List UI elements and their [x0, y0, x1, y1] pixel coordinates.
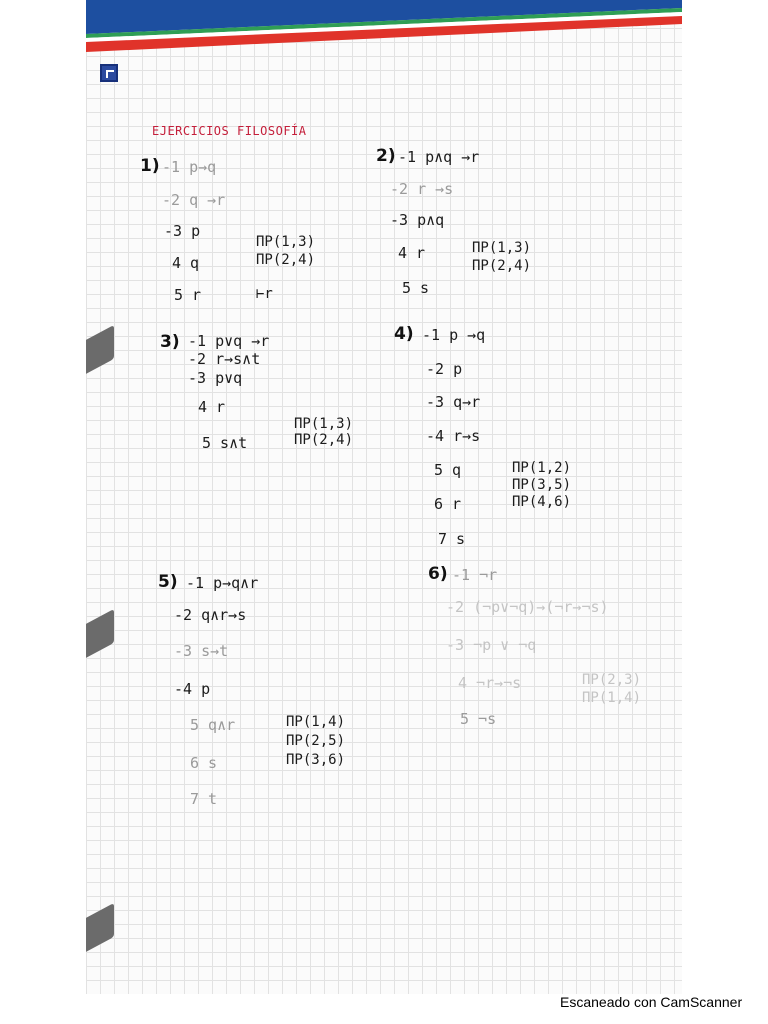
- inference-rule: ΠP(1,2): [512, 460, 572, 476]
- derived-line: 6 s: [190, 754, 218, 772]
- exercise-number: 5): [158, 572, 178, 592]
- notebook-header-band: [86, 0, 682, 54]
- derived-line: 4 r: [398, 244, 426, 262]
- inference-rule: ΠP(3,5): [512, 477, 572, 493]
- derived-line: 5 r: [174, 286, 202, 304]
- scanner-watermark: Escaneado con CamScanner: [560, 994, 743, 1010]
- premise-line: -3 q→r: [426, 393, 481, 411]
- inference-rule: ΠP(2,5): [286, 733, 346, 749]
- premise-line: -1 p→q∧r: [186, 574, 259, 592]
- conclusion-mark: ⊢r: [256, 286, 273, 302]
- derived-line: 5 s: [402, 279, 430, 297]
- premise-line: -3 p∧q: [390, 211, 445, 229]
- inference-rule: ΠP(2,3): [582, 672, 642, 688]
- derived-line: 5 s∧t: [202, 434, 248, 452]
- premise-line: -3 p: [164, 222, 201, 240]
- exercise-number: 1): [140, 156, 160, 176]
- premise-line: -1 p∧q →r: [398, 148, 480, 166]
- premise-line: -3 s→t: [174, 642, 229, 660]
- inference-rule: ΠP(2,4): [256, 252, 316, 268]
- premise-line: -2 r →s: [390, 180, 454, 198]
- inference-rule: ΠP(1,4): [286, 714, 346, 730]
- exercise-number: 2): [376, 146, 396, 166]
- premise-line: -4 p: [174, 680, 211, 698]
- binder-hole-top: [86, 325, 114, 377]
- premise-line: -4 r→s: [426, 427, 481, 445]
- inference-rule: ΠP(3,6): [286, 752, 346, 768]
- premise-line: -1 p →q: [422, 326, 486, 344]
- premise-line: -2 q →r: [162, 191, 226, 209]
- premise-line: -2 p: [426, 360, 463, 378]
- inference-rule: ΠP(1,3): [256, 234, 316, 250]
- derived-line: 4 r: [198, 398, 226, 416]
- premise-line: -1 p∨q →r: [188, 332, 270, 350]
- exercise-number: 4): [394, 324, 414, 344]
- premise-line: -2 r→s∧t: [188, 350, 261, 368]
- inference-rule: ΠP(2,4): [294, 432, 354, 448]
- inference-rule: ΠP(4,6): [512, 494, 572, 510]
- inference-rule: ΠP(1,3): [472, 240, 532, 256]
- derived-line: 5 q∧r: [190, 716, 236, 734]
- inference-rule: ΠP(2,4): [472, 258, 532, 274]
- premise-line: -3 p∨q: [188, 369, 243, 387]
- derived-line: 4 ¬r→¬s: [458, 674, 522, 692]
- derived-line: 6 r: [434, 495, 462, 513]
- inference-rule: ΠP(1,3): [294, 416, 354, 432]
- derived-line: 5 q: [434, 461, 462, 479]
- premise-line: -1 p→q: [162, 158, 217, 176]
- binder-hole-bottom: [86, 903, 114, 955]
- premise-line: -2 q∧r→s: [174, 606, 247, 624]
- premise-line: -2 (¬p∨¬q)→(¬r→¬s): [446, 598, 609, 616]
- premise-line: -3 ¬p ∨ ¬q: [446, 636, 537, 654]
- derived-line: 4 q: [172, 254, 200, 272]
- exercise-number: 6): [428, 564, 448, 584]
- page-title: EJERCICIOS FILOSOFÍA: [152, 124, 307, 138]
- derived-line: 7 t: [190, 790, 218, 808]
- inference-rule: ΠP(1,4): [582, 690, 642, 706]
- exercise-number: 3): [160, 332, 180, 352]
- binder-hole-middle: [86, 609, 114, 661]
- corner-logo-icon: [100, 64, 118, 82]
- derived-line: 7 s: [438, 530, 466, 548]
- derived-line: 5 ¬s: [460, 710, 497, 728]
- premise-line: -1 ¬r: [452, 566, 498, 584]
